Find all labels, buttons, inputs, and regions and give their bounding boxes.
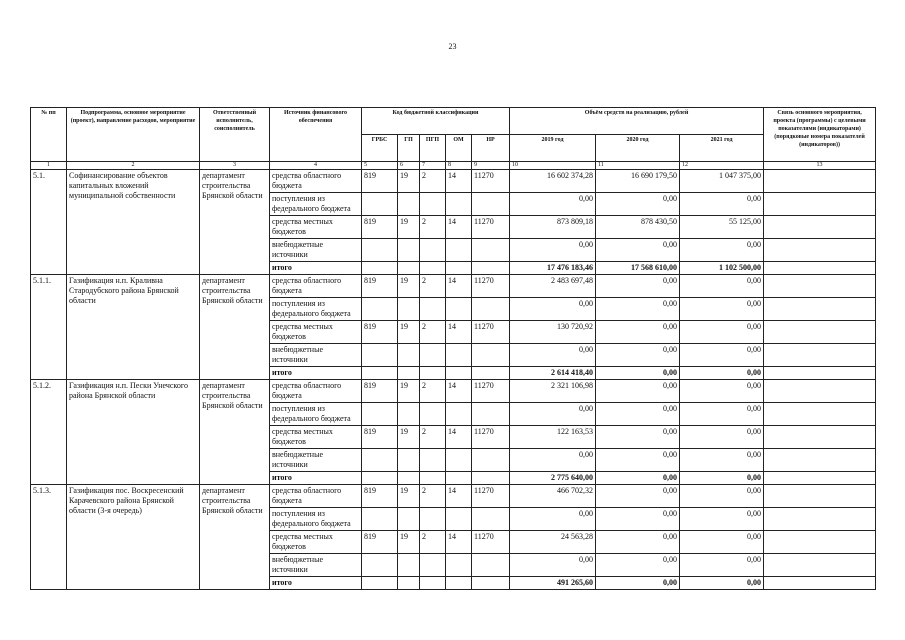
code-gp: 19 (398, 216, 420, 239)
funding-source: поступления из федерального бюджета (270, 508, 362, 531)
amount-2021: 0,00 (680, 193, 764, 216)
amount-2020: 0,00 (596, 380, 680, 403)
amount-2021: 0,00 (680, 426, 764, 449)
code-gp: 19 (398, 485, 420, 508)
amount-2020: 0,00 (596, 193, 680, 216)
code-grbs (362, 508, 398, 531)
code-grbs: 819 (362, 485, 398, 508)
amount-2019: 0,00 (510, 403, 596, 426)
table-row (31, 380, 876, 403)
amount-2021: 0,00 (680, 554, 764, 577)
amount-2021: 0,00 (680, 367, 764, 380)
amount-2021: 1 047 375,00 (680, 170, 764, 193)
funding-source: внебюджетные источники (270, 239, 362, 262)
amount-2019: 16 602 374,28 (510, 170, 596, 193)
funding-source: поступления из федерального бюджета (270, 298, 362, 321)
code-pgp (420, 262, 446, 275)
amount-2019: 0,00 (510, 449, 596, 472)
code-nr (472, 193, 510, 216)
column-number: 8 (446, 162, 472, 170)
code-om (446, 472, 472, 485)
amount-2020: 0,00 (596, 485, 680, 508)
amount-2021: 0,00 (680, 577, 764, 590)
code-gp: 19 (398, 170, 420, 193)
code-pgp (420, 403, 446, 426)
code-om (446, 554, 472, 577)
code-gp (398, 367, 420, 380)
header-gp: ГП (398, 135, 420, 162)
amount-2019: 2 614 418,40 (510, 367, 596, 380)
code-nr: 11270 (472, 170, 510, 193)
amount-2019: 0,00 (510, 193, 596, 216)
code-om (446, 577, 472, 590)
table-header (31, 108, 876, 170)
code-nr (472, 344, 510, 367)
code-nr: 11270 (472, 275, 510, 298)
code-nr: 11270 (472, 531, 510, 554)
code-grbs (362, 472, 398, 485)
code-grbs: 819 (362, 170, 398, 193)
code-om (446, 262, 472, 275)
table-body (31, 170, 876, 590)
code-nr (472, 577, 510, 590)
code-gp (398, 344, 420, 367)
funding-source: средства местных бюджетов (270, 426, 362, 449)
code-grbs (362, 554, 398, 577)
code-om (446, 508, 472, 531)
item-name: Газификация н.п. Краливна Стародубского района Брянской области (67, 275, 200, 380)
amount-2021: 0,00 (680, 298, 764, 321)
code-pgp: 2 (420, 275, 446, 298)
amount-2019: 466 702,32 (510, 485, 596, 508)
table-row (31, 485, 876, 508)
code-om: 14 (446, 380, 472, 403)
column-number: 5 (362, 162, 398, 170)
code-grbs: 819 (362, 275, 398, 298)
code-om: 14 (446, 216, 472, 239)
funding-source: средства местных бюджетов (270, 216, 362, 239)
item-name: Софинансирование объектов капитальных вложений муниципальной собственности (67, 170, 200, 275)
code-pgp: 2 (420, 426, 446, 449)
amount-2019: 873 809,18 (510, 216, 596, 239)
amount-2021: 0,00 (680, 321, 764, 344)
header-source: Источник финансового обеспечения (270, 108, 362, 162)
code-grbs: 819 (362, 321, 398, 344)
funding-source: внебюджетные источники (270, 554, 362, 577)
code-om (446, 449, 472, 472)
amount-2020: 0,00 (596, 239, 680, 262)
item-number: 5.1.1. (31, 275, 67, 380)
code-pgp (420, 298, 446, 321)
funding-source: поступления из федерального бюджета (270, 403, 362, 426)
header-grbs: ГРБС (362, 135, 398, 162)
funding-source: средства областного бюджета (270, 170, 362, 193)
code-pgp (420, 449, 446, 472)
code-grbs: 819 (362, 426, 398, 449)
item-number: 5.1.3. (31, 485, 67, 590)
code-nr (472, 262, 510, 275)
code-pgp (420, 239, 446, 262)
amount-2021: 0,00 (680, 403, 764, 426)
code-om: 14 (446, 321, 472, 344)
funding-source: средства областного бюджета (270, 275, 362, 298)
code-grbs (362, 344, 398, 367)
item-executor: департамент строительства Брянской области (200, 275, 270, 380)
amount-2019: 24 563,28 (510, 531, 596, 554)
funding-source: итого (270, 472, 362, 485)
amount-2019: 2 775 640,00 (510, 472, 596, 485)
code-pgp (420, 577, 446, 590)
code-grbs (362, 239, 398, 262)
code-pgp (420, 367, 446, 380)
amount-2020: 0,00 (596, 508, 680, 531)
amount-2019: 17 476 183,46 (510, 262, 596, 275)
header-pgp: ПГП (420, 135, 446, 162)
column-number: 1 (31, 162, 67, 170)
code-om (446, 193, 472, 216)
header-no: № пп (31, 108, 67, 162)
indicator-link (764, 531, 876, 554)
column-number-row (31, 162, 876, 170)
header-budget-code: Код бюджетной классификации (362, 108, 510, 135)
code-grbs (362, 298, 398, 321)
item-executor: департамент строительства Брянской области (200, 380, 270, 485)
column-number: 4 (270, 162, 362, 170)
code-grbs (362, 193, 398, 216)
code-gp: 19 (398, 380, 420, 403)
code-grbs (362, 403, 398, 426)
code-pgp: 2 (420, 321, 446, 344)
header-link: Связь основного мероприятия, проекта (программы) с целевыми показателями (индикаторами) (порядковые номера показателей (индикаторов)) (764, 108, 876, 162)
budget-table (30, 107, 876, 590)
amount-2020: 0,00 (596, 472, 680, 485)
amount-2020: 0,00 (596, 426, 680, 449)
indicator-link (764, 298, 876, 321)
funding-source: поступления из федерального бюджета (270, 193, 362, 216)
amount-2021: 0,00 (680, 449, 764, 472)
code-om (446, 367, 472, 380)
indicator-link (764, 472, 876, 485)
code-gp (398, 554, 420, 577)
indicator-link (764, 426, 876, 449)
code-nr (472, 508, 510, 531)
funding-source: средства местных бюджетов (270, 321, 362, 344)
indicator-link (764, 193, 876, 216)
table-row (31, 170, 876, 193)
indicator-link (764, 170, 876, 193)
code-nr (472, 403, 510, 426)
code-gp (398, 239, 420, 262)
code-pgp: 2 (420, 216, 446, 239)
amount-2019: 0,00 (510, 239, 596, 262)
funding-source: средства областного бюджета (270, 380, 362, 403)
amount-2019: 491 265,60 (510, 577, 596, 590)
header-2020: 2020 год (596, 135, 680, 162)
column-number: 6 (398, 162, 420, 170)
code-nr (472, 367, 510, 380)
code-om: 14 (446, 531, 472, 554)
amount-2021: 0,00 (680, 472, 764, 485)
amount-2019: 0,00 (510, 344, 596, 367)
indicator-link (764, 577, 876, 590)
amount-2019: 130 720,92 (510, 321, 596, 344)
item-name: Газификация н.п. Пески Унечского района Брянской области (67, 380, 200, 485)
code-om (446, 298, 472, 321)
amount-2020: 0,00 (596, 321, 680, 344)
indicator-link (764, 275, 876, 298)
amount-2021: 0,00 (680, 344, 764, 367)
header-amount: Объём средств на реализацию, рублей (510, 108, 764, 135)
amount-2021: 0,00 (680, 239, 764, 262)
indicator-link (764, 508, 876, 531)
column-number: 11 (596, 162, 680, 170)
amount-2020: 0,00 (596, 403, 680, 426)
code-om: 14 (446, 426, 472, 449)
header-name: Подпрограмма, основное мероприятие (проект), направление расходов, мероприятие (67, 108, 200, 162)
funding-source: внебюджетные источники (270, 344, 362, 367)
code-grbs: 819 (362, 380, 398, 403)
amount-2020: 0,00 (596, 577, 680, 590)
code-grbs (362, 262, 398, 275)
code-gp (398, 193, 420, 216)
amount-2020: 0,00 (596, 344, 680, 367)
amount-2021: 1 102 500,00 (680, 262, 764, 275)
code-pgp: 2 (420, 380, 446, 403)
code-gp (398, 262, 420, 275)
amount-2021: 0,00 (680, 275, 764, 298)
code-gp (398, 472, 420, 485)
column-number: 12 (680, 162, 764, 170)
code-grbs: 819 (362, 531, 398, 554)
code-grbs (362, 367, 398, 380)
code-om (446, 239, 472, 262)
amount-2020: 16 690 179,50 (596, 170, 680, 193)
page-number: 23 (448, 42, 457, 51)
code-om: 14 (446, 170, 472, 193)
code-pgp (420, 193, 446, 216)
indicator-link (764, 262, 876, 275)
header-om: ОМ (446, 135, 472, 162)
code-grbs (362, 577, 398, 590)
code-gp: 19 (398, 321, 420, 344)
funding-source: итого (270, 367, 362, 380)
item-name: Газификация пос. Воскресенский Карачевского района Брянской области (3-я очередь) (67, 485, 200, 590)
funding-source: средства областного бюджета (270, 485, 362, 508)
amount-2020: 878 430,50 (596, 216, 680, 239)
code-pgp: 2 (420, 531, 446, 554)
funding-source: итого (270, 262, 362, 275)
code-grbs: 819 (362, 216, 398, 239)
code-pgp (420, 344, 446, 367)
code-nr: 11270 (472, 321, 510, 344)
code-nr: 11270 (472, 426, 510, 449)
code-nr (472, 449, 510, 472)
code-nr (472, 472, 510, 485)
code-pgp (420, 508, 446, 531)
code-nr (472, 298, 510, 321)
code-grbs (362, 449, 398, 472)
code-pgp: 2 (420, 170, 446, 193)
column-number: 7 (420, 162, 446, 170)
amount-2020: 0,00 (596, 298, 680, 321)
code-pgp (420, 472, 446, 485)
header-executor: Ответственный исполнитель, соисполнитель (200, 108, 270, 162)
code-gp: 19 (398, 426, 420, 449)
indicator-link (764, 403, 876, 426)
indicator-link (764, 485, 876, 508)
code-pgp (420, 554, 446, 577)
amount-2019: 2 321 106,98 (510, 380, 596, 403)
funding-source: внебюджетные источники (270, 449, 362, 472)
code-gp (398, 508, 420, 531)
amount-2021: 55 125,00 (680, 216, 764, 239)
code-nr (472, 554, 510, 577)
indicator-link (764, 321, 876, 344)
column-number: 13 (764, 162, 876, 170)
funding-source: средства местных бюджетов (270, 531, 362, 554)
indicator-link (764, 449, 876, 472)
indicator-link (764, 239, 876, 262)
column-number: 9 (472, 162, 510, 170)
code-gp: 19 (398, 531, 420, 554)
code-gp (398, 577, 420, 590)
code-pgp: 2 (420, 485, 446, 508)
code-om: 14 (446, 275, 472, 298)
code-gp (398, 449, 420, 472)
header-2021: 2021 год (680, 135, 764, 162)
amount-2019: 122 163,53 (510, 426, 596, 449)
code-nr: 11270 (472, 380, 510, 403)
item-number: 5.1. (31, 170, 67, 275)
amount-2020: 0,00 (596, 554, 680, 577)
table-row (31, 275, 876, 298)
header-2019: 2019 год (510, 135, 596, 162)
amount-2021: 0,00 (680, 531, 764, 554)
funding-source: итого (270, 577, 362, 590)
code-gp: 19 (398, 275, 420, 298)
amount-2020: 0,00 (596, 275, 680, 298)
amount-2021: 0,00 (680, 380, 764, 403)
amount-2019: 0,00 (510, 554, 596, 577)
indicator-link (764, 554, 876, 577)
amount-2019: 0,00 (510, 508, 596, 531)
code-nr (472, 239, 510, 262)
amount-2020: 17 568 610,00 (596, 262, 680, 275)
amount-2020: 0,00 (596, 531, 680, 554)
indicator-link (764, 380, 876, 403)
header-nr: НР (472, 135, 510, 162)
code-nr: 11270 (472, 485, 510, 508)
code-om (446, 344, 472, 367)
item-number: 5.1.2. (31, 380, 67, 485)
code-gp (398, 403, 420, 426)
indicator-link (764, 216, 876, 239)
amount-2020: 0,00 (596, 449, 680, 472)
column-number: 3 (200, 162, 270, 170)
column-number: 10 (510, 162, 596, 170)
indicator-link (764, 344, 876, 367)
code-om (446, 403, 472, 426)
column-number: 2 (67, 162, 200, 170)
item-executor: департамент строительства Брянской области (200, 485, 270, 590)
indicator-link (764, 367, 876, 380)
amount-2019: 0,00 (510, 298, 596, 321)
amount-2019: 2 483 697,48 (510, 275, 596, 298)
code-om: 14 (446, 485, 472, 508)
amount-2021: 0,00 (680, 485, 764, 508)
code-nr: 11270 (472, 216, 510, 239)
amount-2021: 0,00 (680, 508, 764, 531)
item-executor: департамент строительства Брянской области (200, 170, 270, 275)
code-gp (398, 298, 420, 321)
amount-2020: 0,00 (596, 367, 680, 380)
